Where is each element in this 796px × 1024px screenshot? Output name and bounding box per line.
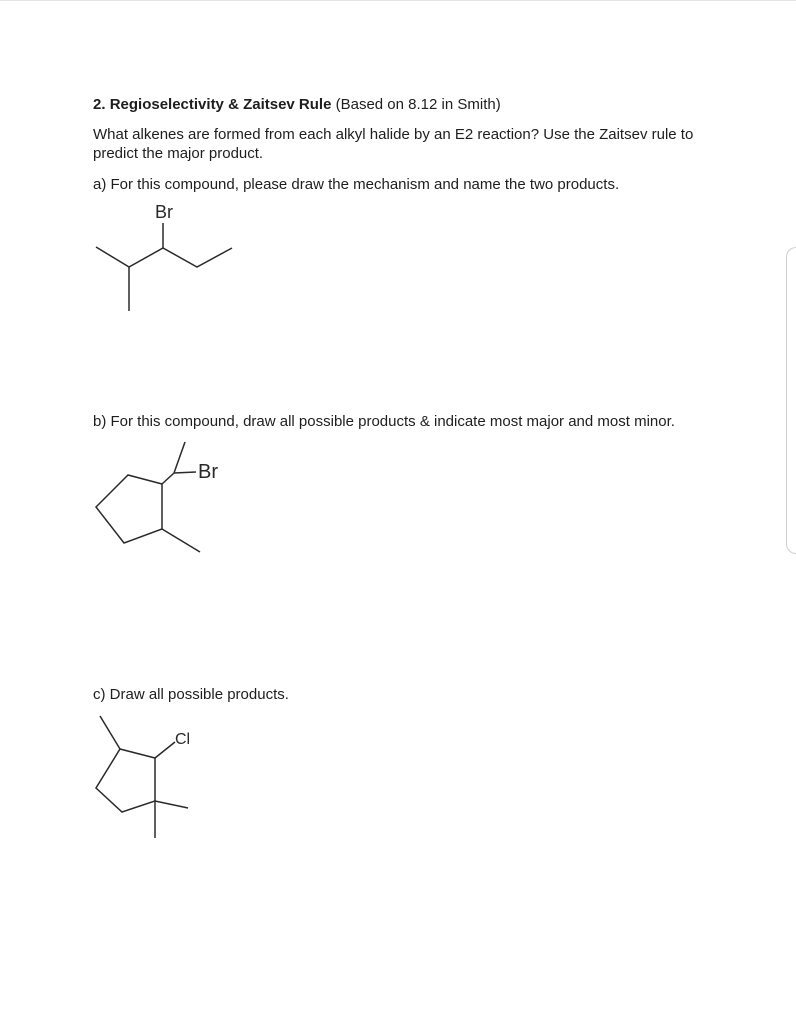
structure-c-methyl-2-bond [155, 801, 188, 808]
section-reference: (Based on 8.12 in Smith) [335, 96, 501, 113]
structure-c-methyl-1-bond [100, 716, 120, 749]
part-b-prompt: b) For this compound, draw all possible products & indicate most major and most minor. [93, 413, 675, 430]
structure-b-bond-c-methyl [174, 442, 185, 473]
section-title: Regioselectivity & Zaitsev Rule [109, 96, 332, 113]
structure-b [90, 435, 240, 560]
section-heading [93, 95, 501, 114]
structure-b-bond-c-br [174, 472, 196, 473]
top-border [0, 0, 796, 1]
structure-c-ring [96, 749, 155, 812]
side-panel-handle[interactable] [786, 247, 796, 554]
structure-b-methyl-bond [162, 529, 200, 552]
structure-b-bond-ring-to-c [162, 473, 174, 484]
structure-b-atom-label: Br [198, 461, 218, 483]
structure-c-atom-label: Cl [175, 731, 191, 748]
part-c-prompt: c) Draw all possible products. [93, 686, 289, 703]
structure-b-ring [96, 475, 162, 543]
structure-c-ccl-bond [155, 742, 175, 758]
section-number: 2. [93, 96, 106, 113]
intro-text: What alkenes are formed from each alkyl halide by an E2 reaction? Use the Zaitsev rule to predict the major product. [93, 126, 694, 162]
structure-a-bonds [96, 247, 232, 267]
part-a-prompt: a) For this compound, please draw the mechanism and name the two products. [93, 176, 620, 193]
structure-a [90, 195, 250, 320]
structure-c [90, 712, 240, 842]
structure-a-atom-label: Br [155, 202, 173, 222]
